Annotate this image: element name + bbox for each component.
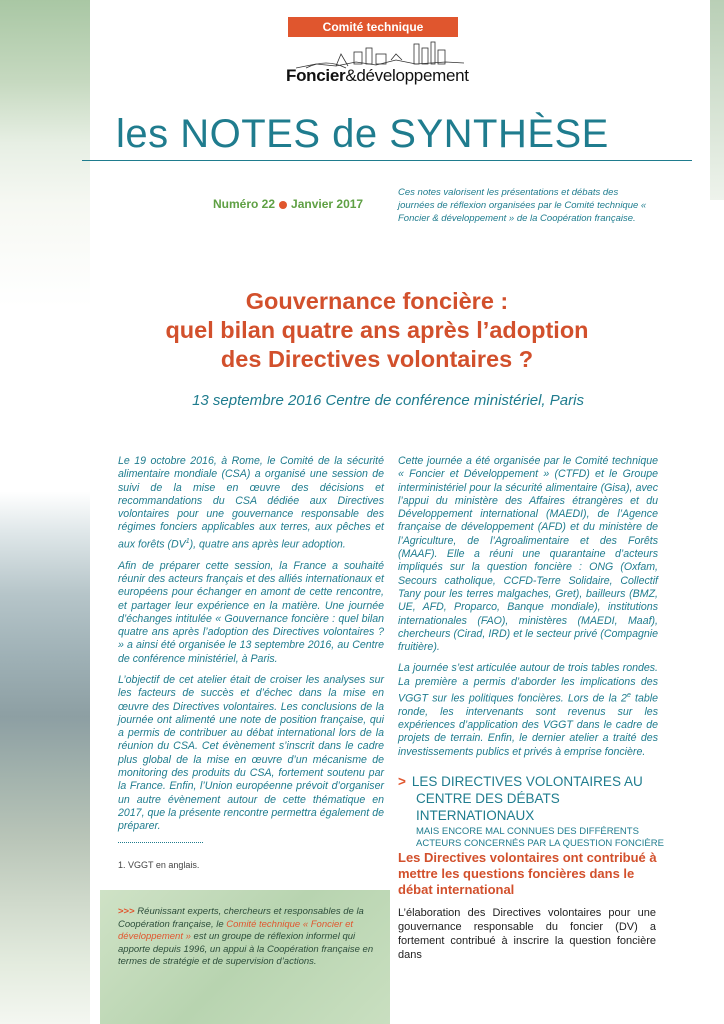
left-photo-strip <box>0 0 90 1024</box>
body-text: L’élaboration des Directives volontaires pour une gouvernance responsable du foncier (DV) a fortement contribué à inscrire la question foncière dans <box>398 907 656 961</box>
issue-info <box>213 197 363 211</box>
section-heading <box>398 773 668 850</box>
section-sub-line2: ACTEURS CONCERNÉS PAR LA QUESTION FONCIÈRE <box>416 838 664 849</box>
committee-description <box>118 906 376 969</box>
left-column <box>118 455 384 842</box>
right-paragraph-2 <box>398 662 658 759</box>
right-p2-text-a: La journée s’est articulée autour de trois tables rondes. La première a permis d’aborder les implications des VGGT sur les politiques foncières. Lors de la 2 <box>398 662 658 705</box>
section-sub-line1: MAIS ENCORE MAL CONNUES DES DIFFÉRENTS <box>416 826 639 837</box>
left-paragraph-3: L’objectif de cet atelier était de croiser les analyses sur les facteurs de succès et d’échec dans la mise en œuvre des Directives volontaires. Les conclusions de la journée ont alimenté une note de position française, qui a permis de contribuer au débat international lors de la réunion du CSA. Cet évènement s’inscrit dans le cadre plus global de la mise en œuvre d’un mécanisme de monitoring des produits du CSA, fortement soutenu par la France. Enfin, l’Union européenne prévoit d’organiser un autre évènement autour de cette thématique en 2017, que la présente rencontre permettra également de préparer. <box>118 673 384 833</box>
headline <box>100 287 654 374</box>
right-paragraph-1: Cette journée a été organisée par le Comité technique « Foncier et Développement » (CTFD) et le Groupe interministériel pour la sécurité alimentaire (Gisa), avec l’appui du ministère des Affaires étrangères et du Développement international (MAEDI), de l’Agence française de développement (AFD) et du ministère de l’Agriculture, de l’Agroalimentaire et des Forêts (MAAF). Elle a réuni une quarantaine d’acteurs impliqués sur la question foncière : ONG (Oxfam, Secours catholique, CCFD-Terre Solidaire, Collectif Tany pour les terres malgaches, Gret), bailleurs (BMZ, UE, AFD, Proparco, Banque mondiale), institutions internationales (FAO), ministères (MAEDI, Maaf), chercheurs (Cirad, IRD) et le secteur privé (Compagnie fruitière). <box>398 455 658 654</box>
left-paragraph-2: Afin de préparer cette session, la France a souhaité réunir des acteurs français et des alliés internationaux et européens pour échanger en amont de cette rencontre, et partager leur expérience en la matière. Une journée d’échanges intitulée « Gouvernance foncière : quel bilan quatre ans après l’adoption des Directives volontaires ? » a ainsi été organisée le 13 septembre 2016, au Centre de conférence ministériel, à Paris. <box>118 559 384 665</box>
event-subtitle: 13 septembre 2016 Centre de conférence ministériel, Paris <box>192 392 584 409</box>
right-photo-strip <box>710 0 724 200</box>
brand-bold: Foncier <box>286 66 346 85</box>
footnote-ref: 1 <box>185 537 190 545</box>
section-title-line1: LES DIRECTIVES VOLONTAIRES AU <box>411 774 643 789</box>
page-title: les NOTES de SYNTHÈSE <box>116 112 609 156</box>
triple-arrow-icon: >>> <box>118 906 135 917</box>
footnote-divider <box>118 842 203 843</box>
footnote: 1. VGGT en anglais. <box>118 860 200 870</box>
brand-rest: &développement <box>345 66 469 85</box>
bullet-icon <box>279 201 287 209</box>
right-column <box>398 455 658 767</box>
intro-note: Ces notes valorisent les présentations et débats des journées de réflexion organisées par le Comité technique « Foncier & développement » de la Coopération française. <box>398 187 647 224</box>
right-p2-text-b: table ronde, les intervenants sont revenus sur les expériences d’application des VGGT dans le cadre de projets de terrain. Enfin, le dernier atelier a traité des investissements publics et privés à emprise foncière. <box>398 692 658 758</box>
section-title-line2: CENTRE DES DÉBATS INTERNATIONAUX <box>416 791 560 823</box>
left-p1-text-b: ), quatre ans après leur adoption. <box>189 538 346 551</box>
subheading: Les Directives volontaires ont contribué à mettre les questions foncières dans le débat international <box>398 850 657 897</box>
headline-line1: Gouvernance foncière : <box>245 288 509 314</box>
ordinal-sup: e <box>626 692 631 700</box>
brand-logo <box>286 66 469 86</box>
issue-number: Numéro 22 <box>213 197 276 211</box>
arrow-icon: > <box>398 774 406 789</box>
committee-highlight: Comité technique « Foncier et développement » <box>118 918 353 942</box>
committee-banner: Comité technique <box>288 17 458 37</box>
title-rule <box>82 160 692 161</box>
left-paragraph-1 <box>118 455 384 552</box>
left-p1-text-a: Le 19 octobre 2016, à Rome, le Comité de la sécurité alimentaire mondiale (CSA) a organisé une session de suivi de la mise en œuvre des décisions et recommandations du CSA dédiée aux Directives volontaires pour une gouvernance responsable des régimes fonciers applicables aux terres, aux pêches et aux forêts (DV <box>118 455 384 551</box>
issue-date: Janvier 2017 <box>291 197 364 211</box>
headline-line2: quel bilan quatre ans après l’adoption <box>165 317 589 343</box>
committee-text-a: Réunissant experts, chercheurs et responsables de la Coopération française, le <box>118 906 364 930</box>
committee-text-b: est un groupe de réflexion informel qui apporte depuis 1996, un appui à la Coopération française en termes de stratégie et de supervision d’actions. <box>118 931 374 967</box>
headline-line3: des Directives volontaires ? <box>220 346 534 372</box>
